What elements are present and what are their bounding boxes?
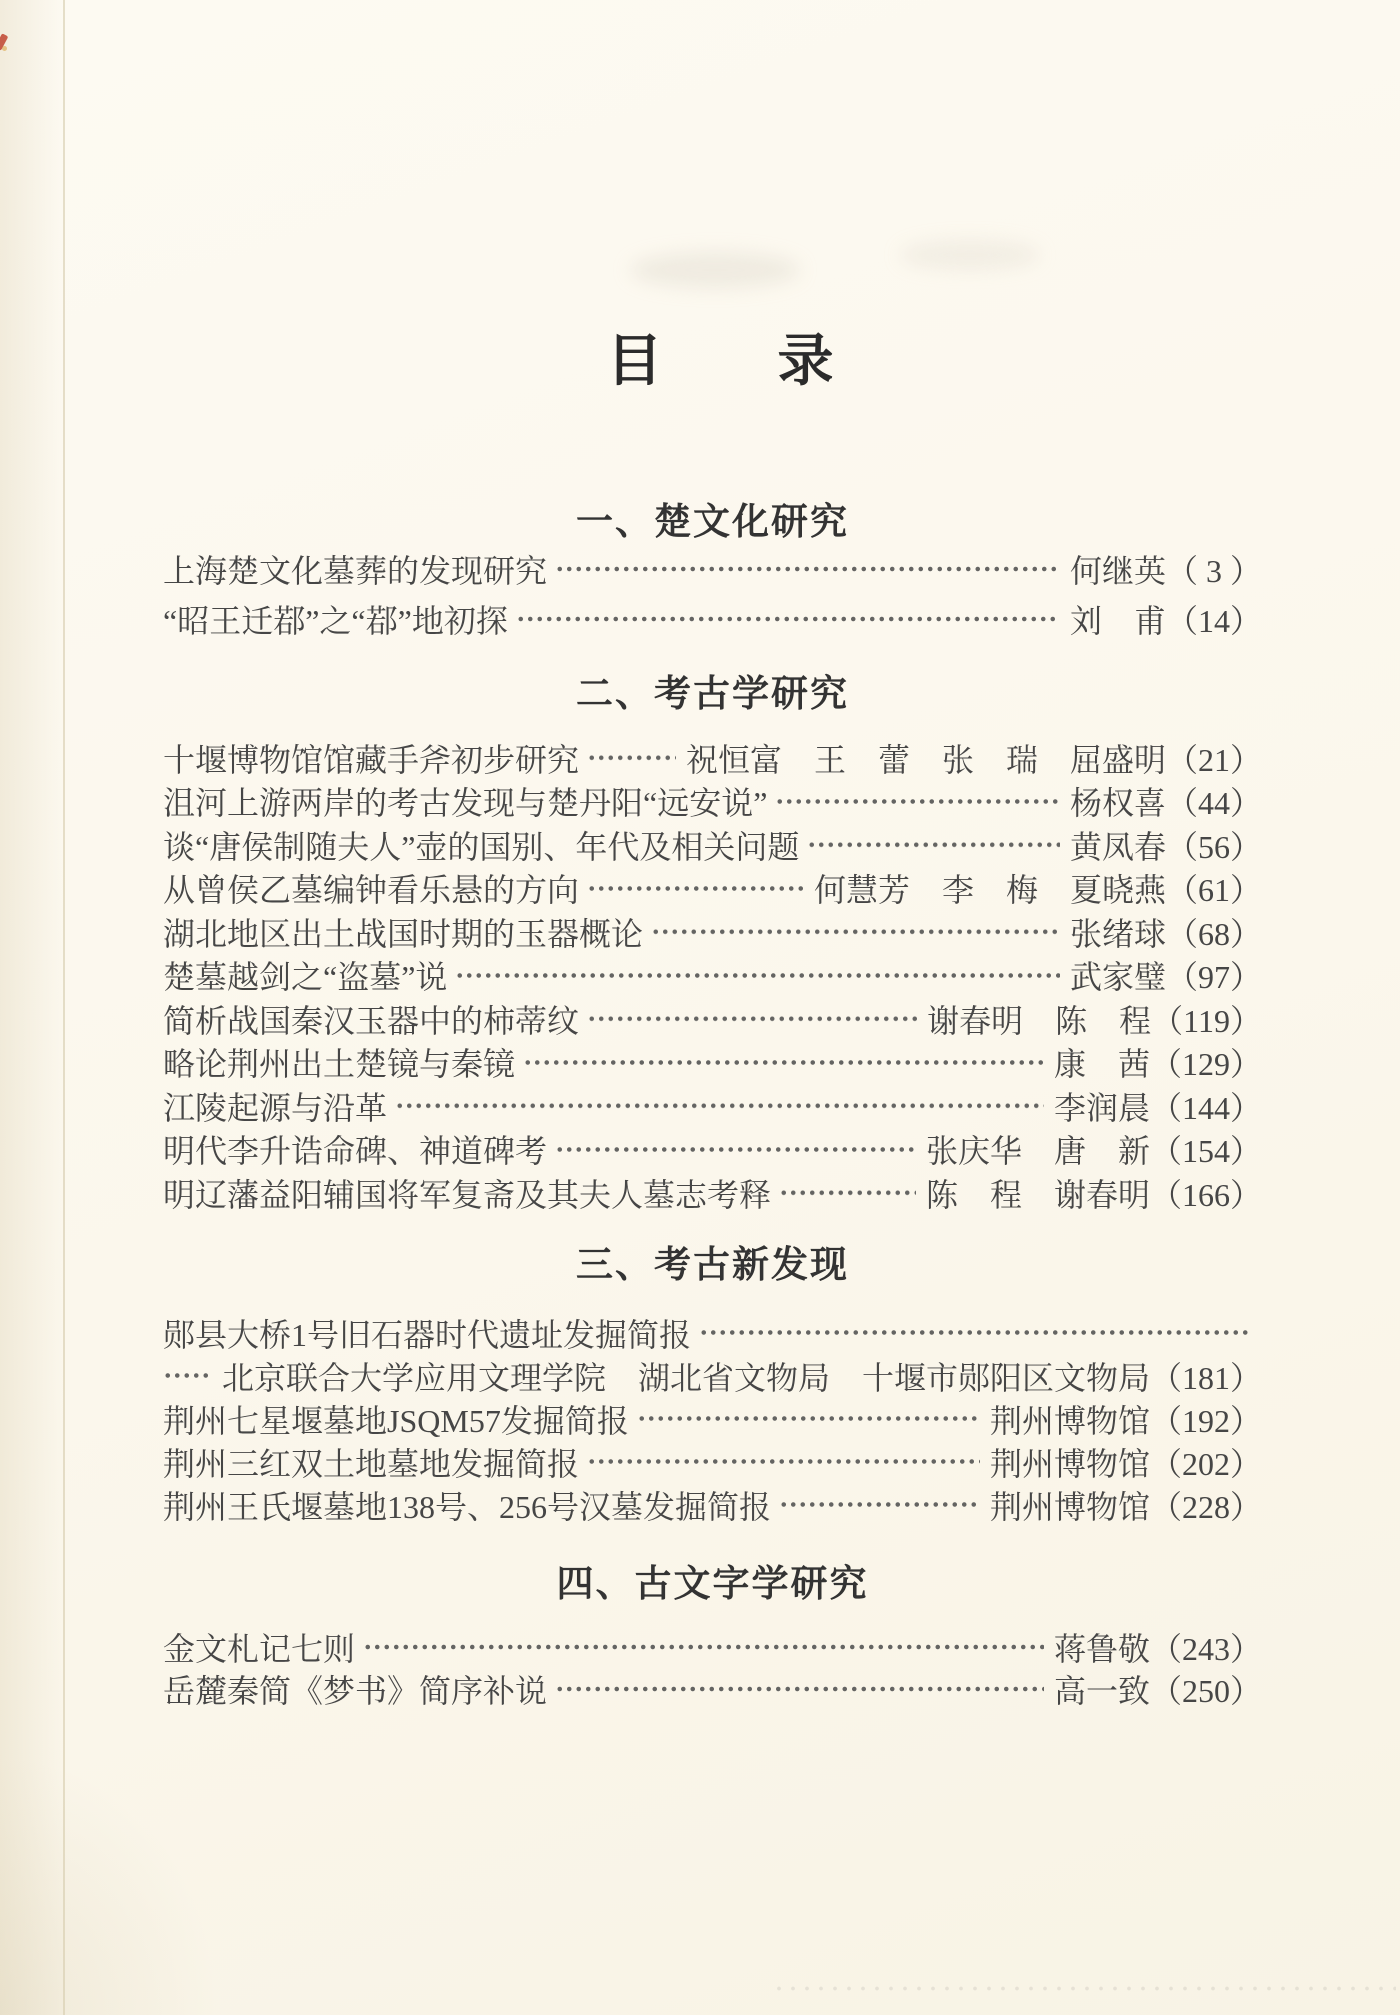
entry-page-number: （56） <box>1165 828 1262 865</box>
toc-entry <box>163 544 1262 594</box>
entry-authors: 杨权喜 <box>1069 785 1166 822</box>
entry-title: 简析战国秦汉玉器中的柿蒂纹 <box>163 1002 580 1039</box>
section-heading-1: 一、楚文化研究 <box>576 501 849 542</box>
entry-title: 从曾侯乙墓编钟看乐悬的方向 <box>163 872 580 909</box>
dot-leader <box>395 1084 1044 1128</box>
entry-authors: 蒋鲁敬 <box>1053 1631 1150 1667</box>
entry-page-number: （97） <box>1165 959 1262 996</box>
entry-title: 谈“唐侯制随夫人”壶的国别、年代及相关问题 <box>163 828 800 865</box>
toc-entry <box>163 1171 1262 1215</box>
dot-leader <box>516 594 1060 644</box>
entry-page-number: （202） <box>1149 1445 1262 1482</box>
entry-title: 沮河上游两岸的考古发现与楚丹阳“远安说” <box>163 785 768 822</box>
entry-authors: 陈 程 谢春明 <box>925 1176 1150 1213</box>
entry-title: 荆州王氏堰墓地138号、256号汉墓发掘简报 <box>163 1488 772 1525</box>
entry-page-number: （68） <box>1165 915 1262 952</box>
entry-page-number: （21） <box>1165 741 1262 778</box>
entry-authors: 北京联合大学应用文理学院 湖北省文物局 十堰市郧阳区文物局 <box>221 1359 1150 1396</box>
dot-leader <box>637 1397 980 1440</box>
dot-leader <box>163 1354 208 1397</box>
entry-title: 金文札记七则 <box>163 1631 356 1667</box>
toc-entry <box>163 1440 1262 1483</box>
entry-title: 荆州三红双土地墓地发掘简报 <box>163 1445 580 1482</box>
toc-entry <box>163 780 1262 824</box>
entry-title: 荆州七星堰墓地JSQM57发掘简报 <box>163 1402 629 1439</box>
entry-authors: 高一致 <box>1053 1673 1150 1709</box>
entry-page-number: （250） <box>1149 1673 1262 1709</box>
entry-title: 略论荆州出土楚镜与秦镜 <box>163 1046 516 1083</box>
section-4-entries <box>163 1626 1262 1710</box>
entry-page-number: （192） <box>1149 1402 1262 1439</box>
entry-authors: 荆州博物馆 <box>989 1402 1150 1439</box>
toc-entry <box>163 736 1262 780</box>
entry-page-number: （228） <box>1149 1488 1262 1525</box>
toc-entry <box>163 1311 1262 1354</box>
dot-leader <box>775 780 1060 824</box>
corner-shade <box>0 1755 220 2015</box>
toc-entry <box>163 1397 1262 1440</box>
entry-page-number: （14） <box>1165 603 1262 639</box>
entry-title: 江陵起源与沿革 <box>163 1089 388 1126</box>
entry-authors: 武家璧 <box>1069 959 1166 996</box>
entry-title: 湖北地区出土战国时期的玉器概论 <box>163 915 644 952</box>
dot-leader <box>779 1171 916 1215</box>
yellow-fleck <box>2 46 7 51</box>
dot-leader <box>651 910 1060 954</box>
toc-entry <box>163 823 1262 867</box>
toc-entry <box>163 1128 1262 1172</box>
entry-authors: 刘 甫 <box>1069 603 1166 639</box>
entry-title: 楚墓越剑之“盗墓”说 <box>163 959 448 996</box>
dot-leader <box>587 997 917 1041</box>
section-3-entries <box>163 1311 1262 1526</box>
entry-authors: 荆州博物馆 <box>989 1488 1150 1525</box>
entry-authors: 张庆华 唐 新 <box>925 1133 1150 1170</box>
show-through-dot-leader <box>772 1984 1396 1993</box>
entry-authors: 李润晨 <box>1053 1089 1150 1126</box>
dot-leader <box>587 1440 980 1483</box>
show-through-smudge <box>900 240 1040 270</box>
dot-leader <box>807 823 1060 867</box>
toc-entry <box>163 1084 1262 1128</box>
entry-page-number: （154） <box>1149 1133 1262 1170</box>
entry-authors: 何慧芳 李 梅 夏晓燕 <box>813 872 1166 909</box>
entry-page-number: （ 3 ） <box>1165 553 1262 589</box>
entry-authors: 荆州博物馆 <box>989 1445 1150 1482</box>
entry-page-number: （166） <box>1149 1176 1262 1213</box>
entry-page-number: （181） <box>1149 1359 1262 1396</box>
entry-authors: 康 茜 <box>1053 1046 1150 1083</box>
section-2-entries <box>163 736 1262 1215</box>
entry-page-number: （44） <box>1165 785 1262 822</box>
dot-leader <box>779 1483 980 1526</box>
entry-authors: 谢春明 陈 程 <box>927 1002 1152 1039</box>
entry-title: 十堰博物馆馆藏手斧初步研究 <box>163 741 580 778</box>
entry-authors: 祝恒富 王 蕾 张 瑞 屈盛明 <box>685 741 1166 778</box>
entry-title: 郧县大桥1号旧石器时代遗址发掘简报 <box>163 1316 692 1353</box>
dot-leader <box>523 1041 1044 1085</box>
dot-leader <box>363 1626 1044 1668</box>
toc-entry <box>163 1041 1262 1085</box>
toc-entry <box>163 954 1262 998</box>
entry-authors: 黄凤春 <box>1069 828 1166 865</box>
section-heading-2: 二、考古学研究 <box>576 673 849 714</box>
dot-leader <box>555 1668 1044 1710</box>
entry-authors: 张绪球 <box>1069 915 1166 952</box>
entry-title: 岳麓秦简《梦书》简序补说 <box>163 1673 548 1709</box>
entry-title: 明代李升诰命碑、神道碑考 <box>163 1133 548 1170</box>
section-1-entries <box>163 544 1262 644</box>
entry-title: 明辽藩益阳辅国将军复斋及其夫人墓志考释 <box>163 1176 772 1213</box>
entry-page-number: （129） <box>1149 1046 1262 1083</box>
dot-leader <box>555 544 1060 594</box>
entry-title: 上海楚文化墓葬的发现研究 <box>163 553 548 589</box>
dot-leader <box>455 954 1060 998</box>
show-through-smudge <box>630 252 800 288</box>
page-title: 目 录 <box>606 331 835 393</box>
toc-entry <box>163 1668 1262 1710</box>
binding-fold-shadow <box>0 0 64 2015</box>
toc-entry <box>163 867 1262 911</box>
entry-title: “昭王迁鄀”之“鄀”地初探 <box>163 603 508 639</box>
binding-fold-line <box>63 0 65 2015</box>
toc-entry <box>163 1483 1262 1526</box>
section-heading-3: 三、考古新发现 <box>576 1244 849 1285</box>
entry-page-number: （119） <box>1151 1002 1262 1039</box>
toc-entry <box>163 1626 1262 1668</box>
dot-leader <box>587 736 676 780</box>
section-heading-4: 四、古文字学研究 <box>556 1563 869 1604</box>
entry-page-number: （243） <box>1149 1631 1262 1667</box>
toc-entry <box>163 594 1262 644</box>
entry-authors: 何继英 <box>1069 553 1166 589</box>
entry-page-number: （144） <box>1149 1089 1262 1126</box>
toc-entry-continuation <box>163 1354 1262 1397</box>
dot-leader <box>699 1311 1252 1354</box>
toc-entry <box>163 910 1262 954</box>
dot-leader <box>555 1128 916 1172</box>
dot-leader <box>587 867 804 911</box>
entry-page-number: （61） <box>1165 872 1262 909</box>
toc-entry <box>163 997 1262 1041</box>
